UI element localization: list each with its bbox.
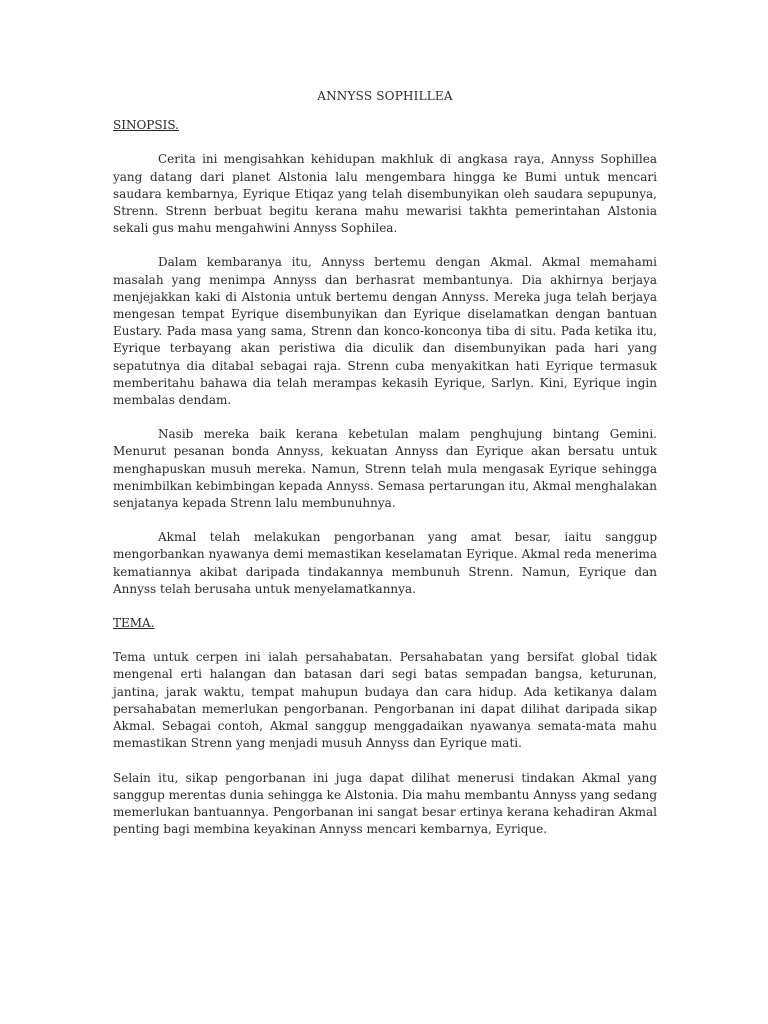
section-heading-tema: TEMA. [113,616,155,631]
document-title: ANNYSS SOPHILLEA [317,89,453,103]
tema-paragraph-2: Selain itu, sikap pengorbanan ini juga dapat dilihat menerusi tindakan Akmal yang sanggup merentas dunia sehingga ke Alstonia. Dia mahu membantu Annyss yang sedang memerlukan bantuannya. Pengorbanan ini sangat besar ertinya kerana kehadiran Akmal penting bagi membina keyakinan Annyss mencari kembarnya, Eyrique. [113,770,657,837]
sinopsis-paragraph-3: Nasib mereka baik kerana kebetulan malam penghujung bintang Gemini. Menurut pesanan bonda Annyss, kekuatan Annyss dan Eyrique akan bersatu untuk menghapuskan musuh mereka. Namun, Strenn telah mula mengasak Eyrique sehingga menimbilkan kebimbingan kepada Annyss. Semasa pertarungan itu, Akmal menghalakan senjatanya kepada Strenn lalu membunuhnya. [113,427,657,511]
document-page [113,88,657,855]
section-heading-sinopsis: SINOPSIS. [113,118,179,133]
tema-paragraph-1: Tema untuk cerpen ini ialah persahabatan. Persahabatan yang bersifat global tidak mengenal erti halangan dan batasan dari segi batas sempadan bangsa, keturunan, jantina, jarak waktu, tempat mahupun budaya dan cara hidup. Ada ketikanya dalam persahabatan memerlukan pengorbanan. Pengorbanan ini dapat dilihat daripada sikap Akmal. Sebagai contoh, Akmal sanggup menggadaikan nyawanya semata-mata mahu memastikan Strenn yang menjadi musuh Annyss dan Eyrique mati. [113,650,657,751]
sinopsis-paragraph-4: Akmal telah melakukan pengorbanan yang amat besar, iaitu sanggup mengorbankan nyawanya demi memastikan keselamatan Eyrique. Akmal reda menerima kematiannya akibat daripada tindakannya membunuh Strenn. Namun, Eyrique dan Annyss telah berusaha untuk menyelamatkannya. [113,530,657,596]
sinopsis-paragraph-1: Cerita ini mengisahkan kehidupan makhluk di angkasa raya, Annyss Sophillea yang datang dari planet Alstonia lalu mengembara hingga ke Bumi untuk mencari saudara kembarnya, Eyrique Etiqaz yang telah disembunyikan oleh saudara sepupunya, Strenn. Strenn berbuat begitu kerana mahu mewarisi takhta pemerintahan Alstonia sekali gus mahu mengahwini Annyss Sophilea. [113,152,657,236]
sinopsis-paragraph-2: Dalam kembaranya itu, Annyss bertemu dengan Akmal. Akmal memahami masalah yang menimpa Annyss dan berhasrat membantunya. Dia akhirnya berjaya menjejakkan kaki di Alstonia untuk bertemu dengan Annyss. Mereka juga telah berjaya mengesan tempat Eyrique disembunyikan dan Eyrique diselamatkan dengan bantuan Eustary. Pada masa yang sama, Strenn dan konco-konconya tiba di situ. Pada ketika itu, Eyrique terbayang akan peristiwa dia diculik dan disembunyikan pada hari yang sepatutnya dia ditabal sebagai raja. Strenn cuba menyakitkan hati Eyrique termasuk memberitahu bahawa dia telah merampas kekasih Eyrique, Sarlyn. Kini, Eyrique ingin membalas dendam. [113,255,657,408]
